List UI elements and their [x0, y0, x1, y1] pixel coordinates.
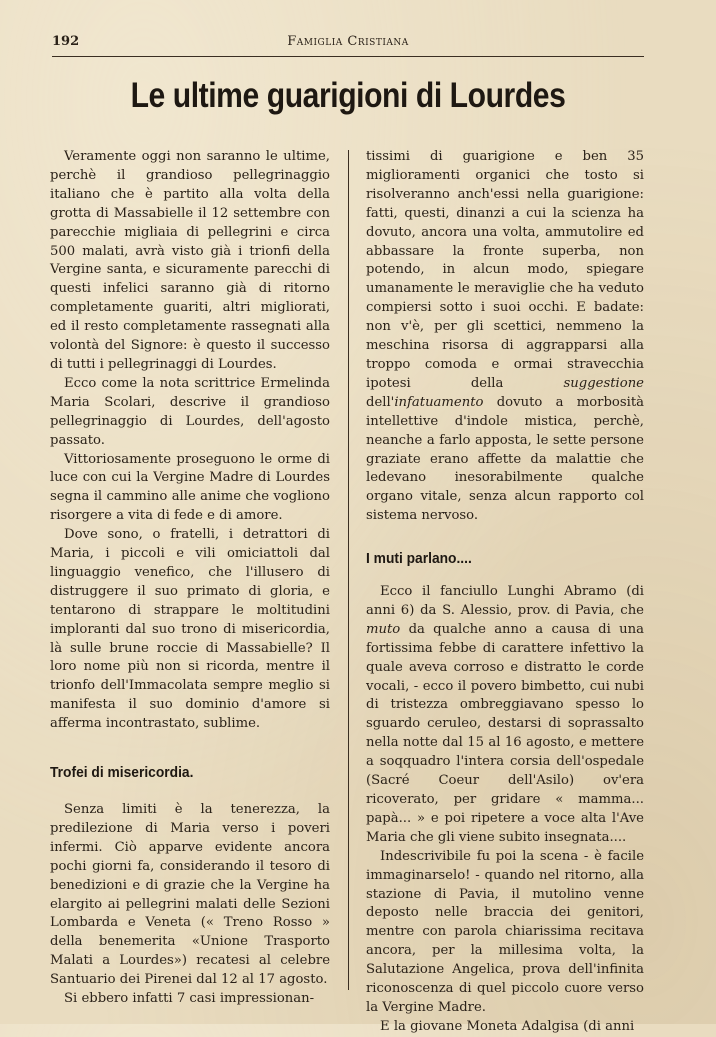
section-heading: I muti parlano....: [366, 550, 472, 568]
journal-name: Famiglia Cristiana: [287, 34, 409, 49]
left-column: [50, 148, 330, 1009]
paragraph: E la giovane Moneta Adalgisa (di anni: [380, 1018, 635, 1034]
paragraph: Si ebbero infatti 7 casi impressionan-: [64, 991, 315, 1007]
paragraph: Indescrivibile fu poi la scena - è facile immaginarselo! - quando nel ritorno, alla stazione di Pavia, il mutolino venne deposto nelle braccia dei genitori, mentre con parola chiarissima recitava ancora, per la millesima volta, la Salutazione Angelica, prova dell'infinita riconoscenza di quel piccolo cuore verso la Vergine Madre.: [366, 848, 644, 1015]
text-run: dell': [366, 394, 395, 410]
italic-term: suggestione: [563, 375, 644, 391]
text-run: dovuto a morbosità intellettive d'indole mistica, perchè, neanche a farlo apposta, le sette persone graziate erano affette da malattie che ledevano inesorabilmente qualche organo vitale, senza alcun rapporto col sistema nervoso.: [366, 394, 644, 524]
text-run: da qualche anno a causa di una fortissima febbe di carattere infettivo la quale aveva corroso e distratto le corde vocali, - ecco il povero bimbetto, cui nubi di tristezza ombreggiavano spesso lo sguardo ceruleo, destarsi di soprassalto nella notte dal 15 al 16 agosto, e mettere a soqquadro l'intera corsia dell'ospedale (Sacré Coeur dell'Asilo) ov'era ricoverato, per gridare « mamma... papà... » e poi ripetere a voce alta l'Ave Maria che gli viene subito insegnata....: [366, 621, 644, 845]
italic-term: infatuamento: [394, 394, 484, 410]
page-number: 192: [52, 34, 80, 49]
column-divider: [348, 150, 349, 990]
paragraph: Senza limiti è la tenerezza, la predilezione di Maria verso i poveri infermi. Ciò apparve evidente ancora pochi giorni fa, considerando il tesoro di benedizioni e di grazie che la Vergine ha elargito ai pellegrini malati delle Sezioni Lombarda e Veneta (« Treno Rosso » della benemerita «Unione Trasporto Malati a Lourdes») recatesi al celebre Santuario dei Pirenei dal 12 al 17 agosto.: [50, 802, 330, 988]
paragraph-continued: [366, 148, 644, 526]
section-heading: Trofei di misericordia.: [50, 764, 194, 782]
page-header: [52, 32, 644, 54]
text-run: Ecco il fanciullo Lunghi Abramo (di anni 6) da S. Alessio, prov. di Pavia, che: [366, 584, 644, 618]
paragraph: [366, 583, 644, 848]
paragraph: Ecco come la nota scrittrice Ermelinda Maria Scolari, descrive il grandioso pellegrinaggio di Lourdes, dell'agosto passato.: [50, 375, 330, 448]
paragraph: Veramente oggi non saranno le ultime, perchè il grandioso pellegrinaggio italiano che è partito alla volta della grotta di Massabielle il 12 settembre con parecchie migliaia di pellegrini e circa 500 malati, avrà visto già i trionfi della Vergine santa, e sicuramente parecchi di questi infelici saranno già di ritorno completamente guariti, altri migliorati, ed il resto completamente rassegnati alla volontà del Signore: è questo il successo di tutti i pellegrinaggi di Lourdes.: [50, 149, 330, 372]
right-column: [366, 148, 644, 1037]
text-run: tissimi di guarigione e ben 35 miglioramenti organici che tosto si risolveranno anch'essi nella guarigione: fatti, questi, dinanzi a cui la scienza ha dovuto, ancora una volta, ammutolire ed abbassare la fronte superba, non potendo, in alcun modo, spiegare umanamente le meraviglie che ha veduto compiersi sotto i suoi occhi. E badate: non v'è, per gli scettici, nemmeno la meschina risorsa di aggrapparsi alla troppo comoda e ormai stravecchia ipotesi della: [366, 149, 644, 391]
paragraph: Vittoriosamente proseguono le orme di luce con cui la Vergine Madre di Lourdes segna il cammino alle anime che vogliono risorgere a vita di fede e di amore.: [50, 451, 330, 524]
paragraph: Dove sono, o fratelli, i detrattori di Maria, i piccoli e vili omiciattoli dal linguaggio venefico, che l'illusero di distruggere il suo primato di gloria, e tentarono di strappare le moltitudini imploranti dal suo trono di misericordia, là sulle brune roccie di Massabielle? Il loro nome più non si ricorda, mentre il trionfo dell'Immacolata sempre meglio si manifesta il suo dominio d'amore si afferma incontrastato, sublime.: [50, 527, 330, 732]
article-title: Le ultime guarigioni di Lourdes: [130, 76, 566, 115]
italic-term: muto: [366, 621, 401, 637]
header-rule: [52, 56, 644, 57]
